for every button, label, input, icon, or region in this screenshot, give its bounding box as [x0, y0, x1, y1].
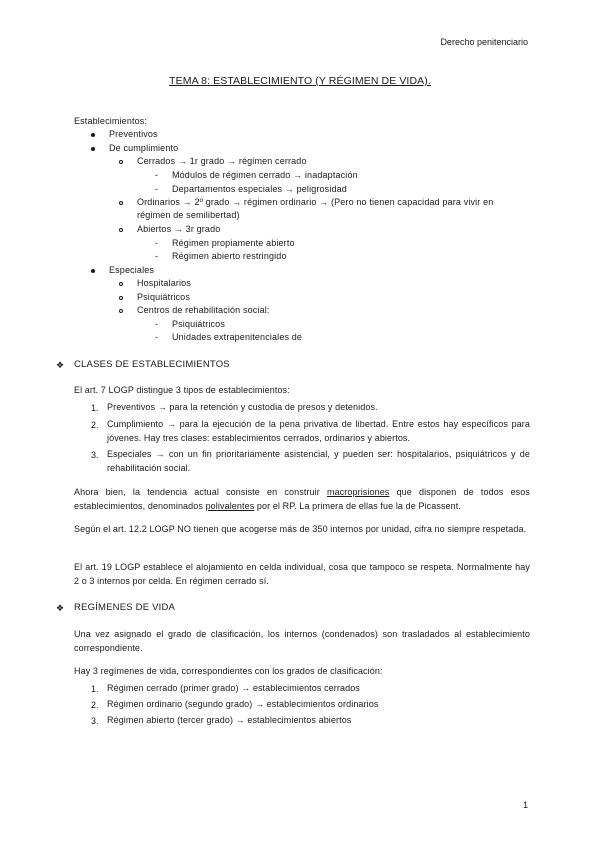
list-number: 1. [91, 684, 99, 694]
section-heading: REGÍMENES DE VIDA [74, 602, 176, 613]
dash-bullet-icon: - [155, 251, 158, 261]
list-item: Psiquiátricos [172, 319, 225, 329]
list-item: Régimen cerrado (primer grado) → establecimientos cerrados [107, 683, 360, 693]
list-item: Régimen ordinario (segundo grado) → establecimientos ordinarios [107, 699, 379, 709]
page-number: 1 [522, 800, 528, 810]
paragraph: Una vez asignado el grado de clasificación, los internos (condenados) son trasladados al establecimiento correspondiente. [74, 629, 530, 653]
underlined-term: polivalentes [205, 501, 255, 511]
bullet-icon [91, 133, 95, 137]
list-item: Régimen abierto (tercer grado) → establecimientos abiertos [107, 715, 352, 725]
dash-bullet-icon: - [155, 184, 158, 194]
list-item: Hospitalarios [137, 278, 191, 288]
section-heading: CLASES DE ESTABLECIMIENTOS [74, 359, 230, 370]
list-number: 2. [91, 420, 99, 430]
list-item: Departamentos especiales → peligrosidad [172, 184, 347, 194]
bullet-icon [91, 147, 95, 151]
paragraph: El art. 19 LOGP establece el alojamiento en celda individual, cosa que tampoco se respeta. Normalmente hay 2 o 3 internos por celda. En régimen cerrado sí. [74, 562, 530, 586]
circle-bullet-icon [119, 282, 123, 286]
underlined-term: macroprisiones [326, 487, 390, 497]
circle-bullet-icon [119, 296, 123, 300]
dash-bullet-icon: - [155, 332, 158, 342]
circle-bullet-icon [119, 201, 123, 205]
list-item: Psiquiátricos [137, 292, 190, 302]
list-item: Ordinarios → 2º grado → régimen ordinario → (Pero no tienen capacidad para vivir en [137, 197, 494, 207]
list-number: 2. [91, 700, 99, 710]
bullet-icon [91, 269, 95, 273]
paragraph: El art. 7 LOGP distingue 3 tipos de establecimientos: [74, 385, 290, 395]
list-item: Cerrados → 1r grado → régimen cerrado [137, 156, 307, 166]
list-item: Módulos de régimen cerrado → inadaptación [172, 170, 358, 180]
list-item: Unidades extrapenitenciales de [172, 332, 303, 342]
list-item: Preventivos → para la retención y custodia de presos y detenidos. [107, 402, 378, 412]
list-item: Abiertos → 3r grado [137, 224, 221, 234]
outline-heading: Establecimientos: [74, 116, 148, 126]
list-item: Régimen propiamente abierto [172, 238, 295, 248]
diamond-bullet-icon: ❖ [56, 360, 65, 370]
list-item: Centros de rehabilitación social: [137, 305, 270, 315]
dash-bullet-icon: - [155, 238, 158, 248]
diamond-bullet-icon: ❖ [56, 603, 65, 613]
running-header: Derecho penitenciario [440, 37, 528, 47]
dash-bullet-icon: - [155, 319, 158, 329]
list-number: 3. [91, 716, 99, 726]
circle-bullet-icon [119, 160, 123, 164]
list-number: 1. [91, 403, 99, 413]
list-item: Preventivos [109, 129, 158, 139]
circle-bullet-icon [119, 228, 123, 232]
list-item: Régimen abierto restringido [172, 251, 287, 261]
list-item: Especiales [109, 265, 155, 275]
circle-bullet-icon [119, 309, 123, 313]
page-title: TEMA 8: ESTABLECIMIENTO (Y RÉGIMEN DE VIDA). [169, 75, 431, 87]
list-item: Especiales → con un fin prioritariamente asistencial, y pueden ser: hospitalarios, psiquiátricos y de rehabilitación social. [107, 449, 530, 473]
paragraph: Según el art. 12.2 LOGP NO tienen que acogerse más de 350 internos por unidad, cifra no siempre respetada. [74, 524, 527, 534]
list-item: Cumplimiento → para la ejecución de la pena privativa de libertad. Entre estos hay específicos para jóvenes. Hay tres clases: establecimientos cerrados, ordinarios y abiertos. [107, 419, 530, 443]
paragraph: Hay 3 regímenes de vida, correspondientes con los grados de clasificación: [74, 666, 383, 676]
list-item: De cumplimiento [109, 143, 179, 153]
paragraph: Ahora bien, la tendencia actual consiste en construir macroprisiones que disponen de todos esos establecimientos, denominados polivalentes por el RP. La primera de ellas fue la de Picassent. [74, 487, 530, 511]
list-item-continuation: régimen de semilibertad) [137, 210, 240, 220]
dash-bullet-icon: - [155, 170, 158, 180]
list-number: 3. [91, 450, 99, 460]
